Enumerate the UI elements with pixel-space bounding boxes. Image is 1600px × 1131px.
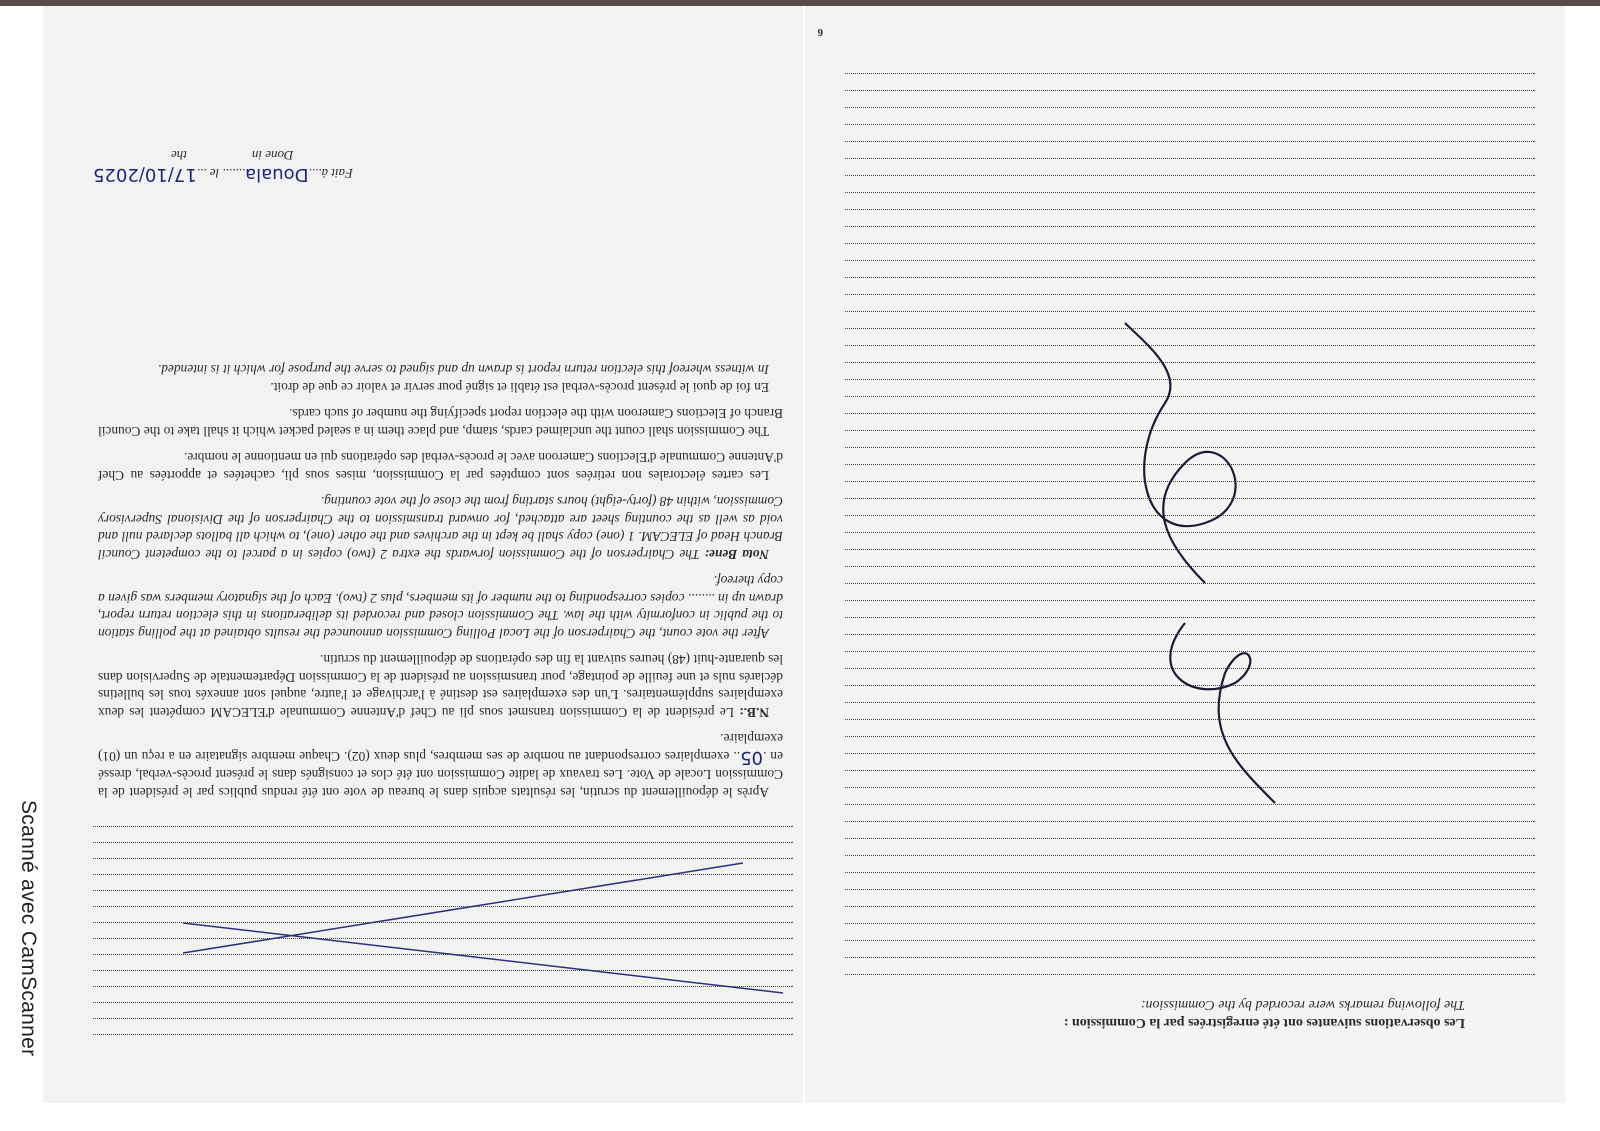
remarks-heading bbox=[1064, 995, 1465, 1031]
dotted-line bbox=[845, 141, 1535, 142]
place-handwritten: Douala bbox=[245, 164, 309, 185]
dotted-line bbox=[845, 685, 1535, 686]
report-text bbox=[98, 352, 783, 801]
signature-scribble bbox=[805, 3, 1565, 1103]
dotted-line bbox=[845, 889, 1535, 890]
dotted-line bbox=[845, 906, 1535, 907]
dotted-line bbox=[845, 719, 1535, 720]
dotted-line bbox=[845, 464, 1535, 465]
dotted-line bbox=[845, 753, 1535, 754]
dotted-line bbox=[845, 158, 1535, 159]
dotted-line bbox=[93, 938, 793, 939]
date-handwritten: 17/10/2025 bbox=[93, 164, 197, 185]
dotted-line bbox=[845, 481, 1535, 482]
dotted-line bbox=[845, 328, 1535, 329]
paragraph-fr-witness: En foi de quoi le présent procès-verbal est établi et signé pour servir et valoir ce que de droit. bbox=[270, 380, 769, 395]
dotted-line bbox=[93, 906, 793, 907]
dotted-line bbox=[845, 277, 1535, 278]
dotted-line bbox=[845, 923, 1535, 924]
dotted-line bbox=[93, 970, 793, 971]
dotted-line bbox=[845, 838, 1535, 839]
dotted-line bbox=[93, 874, 793, 875]
remarks-heading-en: The following remarks were recorded by the Commission: bbox=[1140, 997, 1465, 1012]
remarks-page bbox=[805, 3, 1565, 1103]
dotted-line bbox=[845, 617, 1535, 618]
dotted-line bbox=[845, 974, 1535, 975]
paragraph-en-results: After the vote count, the Chairperson of the Local Polling Commission announced the results obtained at the polling station to the public in conformity with the law. The Commission closed and recorded its deliberations in this election return report, drawn up in ........ copies corresponding to the number of its members, plus 2 (two). Each of the signatory members was given a copy thereof. bbox=[98, 573, 783, 641]
dotted-line bbox=[845, 702, 1535, 703]
paragraph-en-cards: The Commission shall count the unclaimed cards, stamp, and place them in a sealed packet which it shall take to the Council Branch of Elections Cameroon with the election report specifying the number of such cards. bbox=[98, 406, 783, 439]
dotted-line bbox=[845, 804, 1535, 805]
dotted-line bbox=[845, 175, 1535, 176]
dotted-line bbox=[845, 294, 1535, 295]
dotted-line bbox=[93, 922, 793, 923]
dotted-line bbox=[845, 73, 1535, 74]
dotted-line bbox=[845, 787, 1535, 788]
remarks-heading-fr: Les observations suivantes ont été enregistrées par la Commission : bbox=[1063, 1015, 1465, 1030]
paragraph-fr-cards: Les cartes électorales non retirées sont comptées par la Commission, mises sous pli, cachetées et apportées au Chef d'Antenne Communale d'Elections Cameroon avec le procès-verbal des opérations qui en mentionne le nombre. bbox=[98, 450, 783, 483]
dotted-line bbox=[845, 90, 1535, 91]
dotted-line bbox=[845, 600, 1535, 601]
dotted-line bbox=[93, 858, 793, 859]
dotted-line bbox=[845, 107, 1535, 108]
dotted-line bbox=[845, 124, 1535, 125]
dotted-line bbox=[845, 226, 1535, 227]
dotted-line bbox=[845, 736, 1535, 737]
dotted-line bbox=[845, 396, 1535, 397]
paragraph-en-witness: In witness whereof this election return report is drawn up and signed to serve the purpose for which it is intended. bbox=[157, 362, 769, 378]
paragraph-fr-results: Après le dépouillement du scrutin, les résultats acquis dans le bureau de vote ont été rendus publics par le président de la Commission Locale de Vote. Les travaux de ladite Commission ont été clos et consignés dans le présent procès-verbal, dressé en .05.. exemplaires correspondant au nombre de ses membres, plus deux (02). Chaque membre signataire en a reçu un (01) exemplaire. bbox=[98, 731, 783, 800]
dotted-line bbox=[845, 311, 1535, 312]
dotted-line bbox=[845, 634, 1535, 635]
dotted-line bbox=[93, 826, 793, 827]
dotted-line bbox=[845, 855, 1535, 856]
place-date-line: Fait à....Douala....... le ...17/10/2025 bbox=[93, 164, 353, 185]
dotted-line bbox=[845, 209, 1535, 210]
dotted-line bbox=[93, 954, 793, 955]
paragraph-fr-nb: N.B.: Le président de la Commission transmet sous pli au Chef d'Antenne Communale d'ELECAM compétent les deux exemplaires supplémentaires. L'un des exemplaires est destiné à l'archivage et l'autre, auquel sont annexés tous les bulletins déclarés nuls et une feuille de pointage, pour transmission au président de la Commission Départementale de Supervision dans les quarante-huit (48) heures suivant la fin des opérations de dépouillement du scrutin. bbox=[97, 652, 783, 720]
dotted-line bbox=[845, 498, 1535, 499]
dotted-line bbox=[845, 447, 1535, 448]
dotted-line bbox=[93, 890, 793, 891]
done-in-line: Done in the bbox=[171, 148, 294, 163]
paragraph-en-nota: Nota Bene: The Chairperson of the Commission forwards the extra 2 (two) copies in a parcel to the competent Council Branch Head of ELECAM. 1 (one) copy shall be kept in the archives and the other (one), to which all ballots declared null and void as well as the counting sheet are attached, for onward transmission to the Chairperson of the Divisional Supervisory Commission, within 48 (forty-eight) hours starting from the close of the vote counting. bbox=[97, 494, 783, 562]
dotted-line bbox=[845, 583, 1535, 584]
dotted-line bbox=[845, 192, 1535, 193]
dotted-line bbox=[845, 362, 1535, 363]
dotted-line bbox=[845, 651, 1535, 652]
page-number: 6 bbox=[817, 26, 823, 38]
dotted-line bbox=[845, 566, 1535, 567]
dotted-line bbox=[845, 668, 1535, 669]
copies-handwritten: 05 bbox=[740, 747, 764, 768]
dotted-line bbox=[845, 430, 1535, 431]
report-page bbox=[43, 3, 803, 1103]
dotted-line bbox=[845, 345, 1535, 346]
camscanner-watermark: Scanné avec CamScanner bbox=[17, 800, 40, 1057]
dotted-line bbox=[845, 549, 1535, 550]
dotted-line bbox=[845, 957, 1535, 958]
dotted-line bbox=[845, 532, 1535, 533]
dotted-line bbox=[845, 379, 1535, 380]
dotted-line bbox=[845, 515, 1535, 516]
dotted-line bbox=[845, 260, 1535, 261]
scan-edge bbox=[0, 0, 1600, 6]
dotted-line bbox=[93, 1002, 793, 1003]
dotted-line bbox=[845, 413, 1535, 414]
dotted-line bbox=[93, 1018, 793, 1019]
dotted-line bbox=[93, 1034, 793, 1035]
dotted-line bbox=[845, 940, 1535, 941]
dotted-line bbox=[845, 821, 1535, 822]
dotted-line bbox=[93, 986, 793, 987]
dotted-line bbox=[845, 872, 1535, 873]
dotted-line bbox=[845, 770, 1535, 771]
dotted-line bbox=[93, 842, 793, 843]
dotted-line bbox=[845, 243, 1535, 244]
